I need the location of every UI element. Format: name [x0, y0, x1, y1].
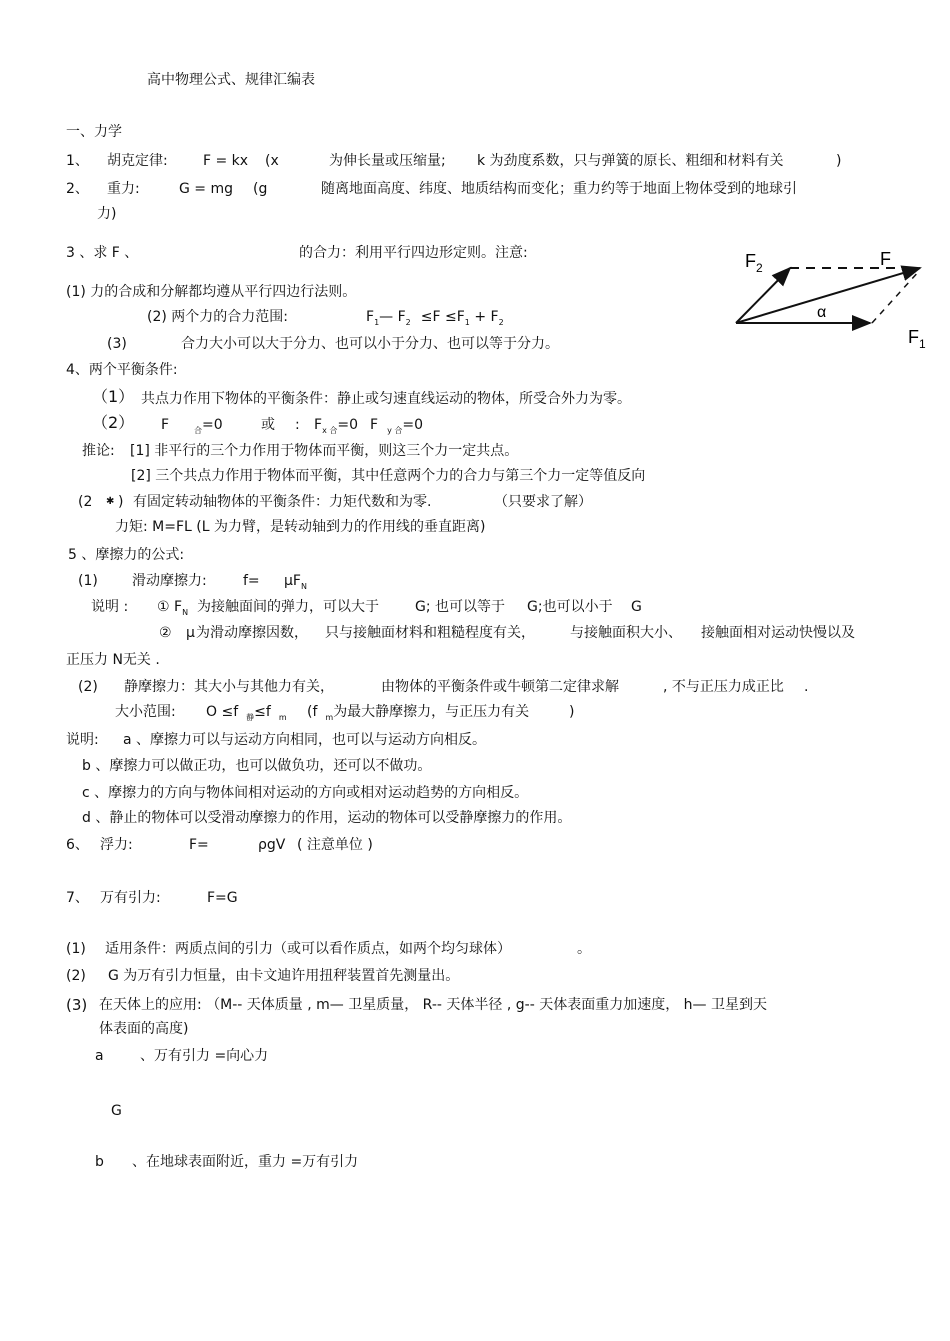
torque-definition: 力矩: M=FL (L 为力臂，是转动轴到力的作用线的垂直距离) — [115, 519, 486, 535]
paren-close: ) — [836, 153, 842, 169]
sliding-friction-name: 滑动摩擦力: — [132, 573, 207, 589]
note-label: 说明: — [66, 732, 99, 748]
fn-desc-2: G; 也可以等于 — [415, 599, 506, 615]
mu-symbol: μ — [186, 625, 195, 641]
item-number: (3) — [107, 336, 127, 352]
friction-note-b: b 、摩擦力可以做正功，也可以做负功，还可以不做功。 — [82, 758, 432, 774]
colon: : — [295, 417, 300, 433]
paren-close: ) — [569, 704, 575, 720]
f2-label: $F_2$ — [745, 251, 763, 275]
le-f-le: ≤F ≤F — [420, 309, 465, 325]
circle-2: ② — [159, 625, 172, 641]
fn-symbol: ① $F_N$ — [157, 599, 189, 617]
item-number: 7、 — [66, 890, 89, 906]
static-friction-tail: , 不与正压力成正比 — [663, 679, 784, 695]
item-letter: a — [95, 1048, 104, 1064]
item-number: （2） — [92, 413, 135, 432]
item-number: 1、 — [66, 153, 89, 169]
corollary-2: [2] 三个共点力作用于物体而平衡，其中任意两个力的合力与第三个力一定等值反向 — [131, 468, 646, 484]
dashed-edge-right — [872, 270, 920, 323]
paren-close: ) — [118, 494, 124, 510]
friction-note-c: c 、摩擦力的方向与物体间相对运动的方向或相对运动趋势的方向相反。 — [82, 785, 529, 801]
item-number: (3) — [66, 996, 88, 1014]
resultant-range-label: (2) 两个力的合力范围: — [147, 309, 288, 325]
or-word: 或 — [261, 417, 275, 433]
gravity-desc: 随离地面高度、纬度、地质结构而变化；重力约等于地面上物体受到的地球引 — [321, 181, 797, 197]
gravity-desc-cont: 力) — [97, 206, 117, 222]
gravitation-app-cont: 体表面的高度) — [99, 1021, 189, 1037]
item-number: (2 — [78, 494, 93, 510]
buoyancy-name: 浮力: — [100, 837, 133, 853]
fixed-axis-note: （只要求了解） — [494, 494, 592, 510]
range-paren: (f $_m$为最大静摩擦力，与正压力有关 — [307, 704, 530, 722]
mu-desc-4: 接触面相对运动快慢以及 — [701, 625, 855, 641]
range-formula: O ≤f $_静$≤f $_m$ — [206, 704, 287, 722]
f-equals: f= — [243, 573, 260, 589]
paren-open: (x — [265, 153, 279, 169]
mu-fn: $\mu F_N$ — [284, 573, 307, 591]
note-label: 说明 : — [91, 599, 129, 615]
page-title: 高中物理公式、规律汇编表 — [147, 72, 315, 88]
f-net-eq-zero: $_合$=0 — [194, 417, 223, 435]
hooke-law-name: 胡克定律: — [107, 153, 168, 169]
subscript: 2 — [405, 318, 411, 327]
fn-desc: 为接触面间的弹力，可以大于 — [197, 599, 379, 615]
hooke-desc: 为伸长量或压缩量; — [329, 153, 446, 169]
subscript: 1 — [374, 318, 380, 327]
friction-heading: 5 、摩擦力的公式: — [68, 547, 185, 563]
mu-desc-2: 只与接触面材料和粗糙程度有关， — [325, 625, 535, 641]
unit-note: ( 注意单位 ) — [297, 837, 373, 853]
gravity-formula: G = mg — [179, 181, 234, 197]
range-label: 大小范围: — [115, 704, 176, 720]
gravitation-cond-2: G 为万有引力恒量，由卡文迪许用扭秤装置首先测量出。 — [108, 968, 460, 984]
item-number: (2) — [78, 679, 98, 695]
mu-desc-cont: 正压力 N无关 . — [66, 652, 160, 668]
fn-desc-4: G — [631, 599, 642, 615]
fx-eq-zero: $F_{x 合}=0$ — [314, 417, 358, 435]
item-number: (1) — [66, 941, 86, 957]
f-equals: F= — [189, 837, 209, 853]
corollary-1: [1] 非平行的三个力作用于物体而平衡，则这三个力一定共点。 — [130, 443, 519, 459]
hooke-law-formula: F = kx — [203, 153, 249, 169]
force-parallelogram-diagram — [720, 245, 935, 355]
mu-desc: 为滑动摩擦因数， — [196, 625, 308, 641]
gravity-name: 重力: — [107, 181, 140, 197]
g-symbol: G — [111, 1103, 122, 1119]
item-number: (1) — [78, 573, 98, 589]
plus-f2: + F — [469, 309, 499, 325]
hooke-desc-2: k 为劲度系数，只与弹簧的原长、粗细和材料有关 — [477, 153, 784, 169]
gravitation-surface: 、在地球表面附近，重力 =万有引力 — [132, 1154, 359, 1170]
static-friction-mid: 由物体的平衡条件或牛顿第二定律求解 — [381, 679, 619, 695]
subscript: 1 — [464, 318, 470, 327]
equilibrium-heading: 4、两个平衡条件: — [66, 362, 178, 378]
gravitation-formula: F=G — [207, 890, 238, 906]
period: . — [804, 679, 809, 695]
gravitation-cond-1: 适用条件：两质点间的引力（或可以看作质点，如两个均匀球体） — [105, 941, 511, 957]
resultant-heading-tail: 的合力：利用平行四边形定则。注意: — [299, 245, 528, 261]
mu-desc-3: 与接触面积大小、 — [570, 625, 682, 641]
f1-label: $F_1$ — [908, 327, 926, 351]
friction-note-a: a 、摩擦力可以与运动方向相同，也可以与运动方向相反。 — [123, 732, 487, 748]
fn-desc-3: G;也可以小于 — [527, 599, 613, 615]
item-number: 2、 — [66, 181, 89, 197]
fy-eq-zero: F $_{y 合}$=0 — [370, 417, 423, 435]
section-heading-mechanics: 一、力学 — [66, 124, 122, 140]
paren-open: (g — [253, 181, 268, 197]
equilibrium-cond-1: 共点力作用下物体的平衡条件：静止或匀速直线运动的物体，所受合外力为零。 — [141, 391, 631, 407]
alpha-label: α — [817, 304, 827, 321]
gravitation-app: 在天体上的应用: （M-- 天体质量 , m— 卫星质量， R-- 天体半径 , g-- 天体表面重力加速度， h— 卫星到天 — [99, 997, 767, 1013]
static-friction-name: 静摩擦力：其大小与其他力有关， — [124, 679, 334, 695]
resultant-note-1: (1) 力的合成和分解都均遵从平行四边行法则。 — [66, 284, 357, 300]
fixed-axis-text: 有固定转动轴物体的平衡条件：力矩代数和为零. — [133, 494, 432, 510]
range-formula — [366, 308, 504, 328]
corollary-label: 推论: — [82, 443, 115, 459]
gravitation-centripetal: 、万有引力 =向心力 — [140, 1048, 269, 1064]
minus-f2: — F — [379, 309, 406, 325]
item-number: （1） — [92, 387, 135, 406]
f-label: F — [880, 249, 891, 269]
rho-gv: ρgV — [258, 837, 286, 853]
resultant-heading: 3 、求 F 、 — [66, 245, 139, 261]
item-number: 6、 — [66, 837, 89, 853]
item-letter: b — [95, 1154, 104, 1170]
gravitation-name: 万有引力: — [100, 890, 161, 906]
star-icon: ✱ — [106, 496, 115, 507]
item-number: (2) — [66, 968, 86, 984]
resultant-note-3: 合力大小可以大于分力、也可以小于分力、也可以等于分力。 — [181, 336, 559, 352]
f1-symbol: F — [366, 309, 375, 325]
period: 。 — [577, 941, 591, 957]
f-symbol: F — [161, 417, 170, 433]
friction-note-d: d 、静止的物体可以受滑动摩擦力的作用，运动的物体可以受静摩擦力的作用。 — [82, 810, 572, 826]
subscript: 2 — [498, 318, 504, 327]
